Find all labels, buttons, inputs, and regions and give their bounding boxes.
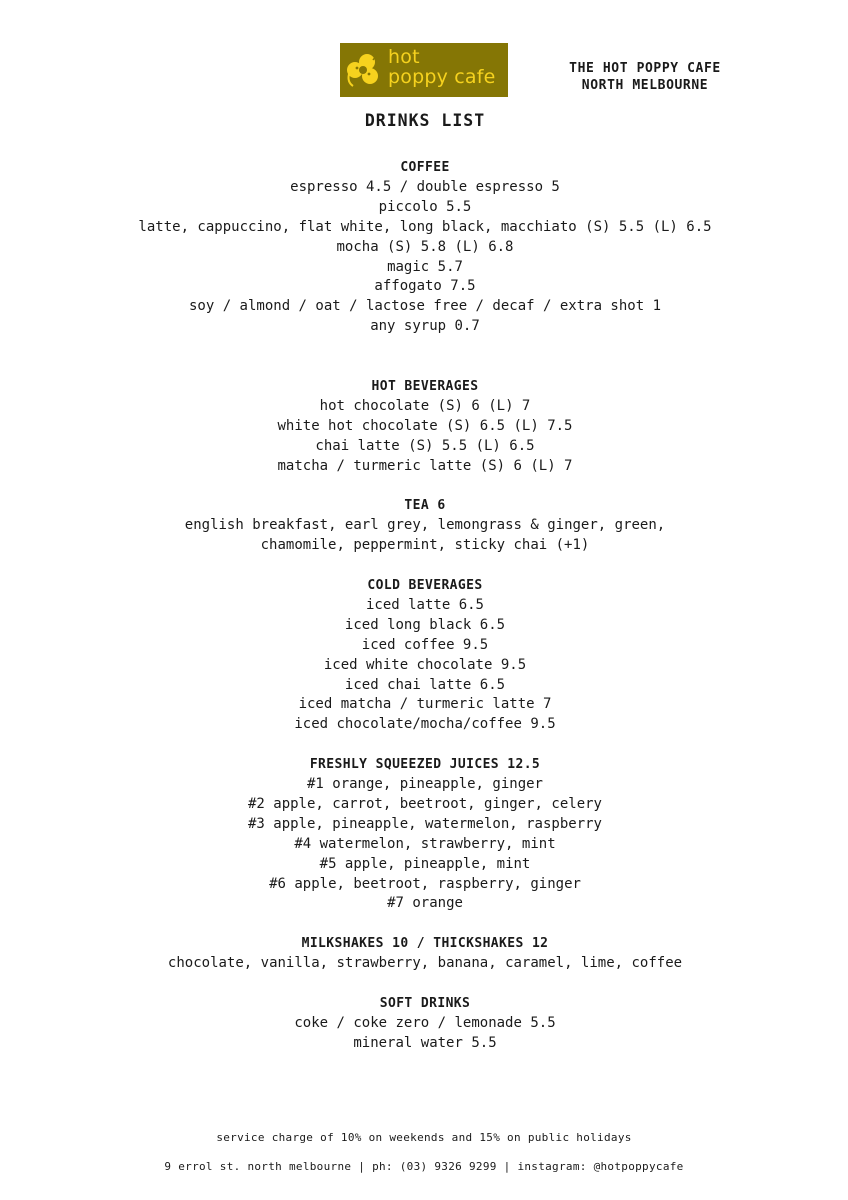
section-spacer (0, 337, 848, 377)
menu-item: soy / almond / oat / lactose free / decaf / extra shot 1 (188, 298, 661, 315)
section-heading: FRESHLY SQUEEZED JUICES 12.5 (309, 757, 541, 773)
menu-item: iced matcha / turmeric latte 7 (298, 696, 552, 713)
logo-line-2: poppy cafe (388, 66, 496, 88)
menu-item: affogato 7.5 (374, 278, 476, 295)
section-shakes (0, 934, 848, 974)
section-soft-drinks (0, 994, 848, 1054)
menu-item: #7 orange (387, 895, 463, 912)
menu-item: coke / coke zero / lemonade 5.5 (294, 1014, 556, 1031)
menu-item: matcha / turmeric latte (S) 6 (L) 7 (277, 457, 573, 474)
menu-item: #5 apple, pineapple, mint (319, 855, 531, 872)
section-heading: COFFEE (400, 160, 450, 175)
menu-item: chocolate, vanilla, strawberry, banana, caramel, lime, coffee (167, 955, 683, 972)
section-heading: MILKSHAKES 10 / THICKSHAKES 12 (301, 936, 549, 952)
menu-item: magic 5.7 (387, 258, 463, 275)
menu-item: mineral water 5.5 (353, 1034, 497, 1051)
page-title: DRINKS LIST (364, 111, 486, 130)
menu-item: english breakfast, earl grey, lemongrass & ginger, green, (184, 517, 666, 534)
menu-item: mocha (S) 5.8 (L) 6.8 (336, 238, 514, 255)
menu-item: #4 watermelon, strawberry, mint (294, 835, 556, 852)
section-coffee (0, 158, 848, 337)
menu-item: iced latte 6.5 (365, 596, 484, 613)
section-spacer (0, 974, 848, 994)
menu-item: hot chocolate (S) 6 (L) 7 (319, 397, 531, 414)
section-hot-beverages (0, 377, 848, 477)
section-heading: TEA 6 (404, 498, 446, 514)
cafe-name-header (540, 60, 750, 94)
menu-item: iced long black 6.5 (344, 616, 506, 633)
menu-item: iced white chocolate 9.5 (323, 656, 527, 673)
section-cold-beverages (0, 576, 848, 735)
section-spacer (0, 556, 848, 576)
section-spacer (0, 735, 848, 755)
menu-item: latte, cappuccino, flat white, long black, macchiato (S) 5.5 (L) 6.5 (138, 218, 712, 235)
contact-footer: 9 errol st. north melbourne | ph: (03) 9326 9299 | instagram: @hotpoppycafe (164, 1160, 684, 1173)
menu-item: iced chai latte 6.5 (344, 676, 506, 693)
menu-item: #2 apple, carrot, beetroot, ginger, celery (247, 795, 602, 812)
menu-item: piccolo 5.5 (378, 198, 472, 215)
menu-item: iced chocolate/mocha/coffee 9.5 (294, 716, 556, 733)
cafe-name-line-1: THE HOT POPPY CAFE (569, 61, 721, 76)
menu-item: espresso 4.5 / double espresso 5 (290, 178, 560, 195)
menu-item: chai latte (S) 5.5 (L) 6.5 (315, 437, 535, 454)
poppy-flower-icon (343, 50, 385, 90)
menu-item: #1 orange, pineapple, ginger (306, 776, 543, 793)
menu-item: #3 apple, pineapple, watermelon, raspberry (247, 815, 602, 832)
section-heading: COLD BEVERAGES (367, 577, 483, 593)
menu-item: chamomile, peppermint, sticky chai (+1) (260, 537, 590, 554)
service-charge-note: service charge of 10% on weekends and 15% on public holidays (216, 1131, 632, 1144)
menu-item: any syrup 0.7 (370, 318, 480, 335)
cafe-logo (340, 43, 508, 97)
logo-wordmark (388, 47, 496, 87)
section-heading: HOT BEVERAGES (371, 378, 479, 394)
logo-line-1: hot (388, 46, 420, 68)
section-juices (0, 755, 848, 914)
section-heading: SOFT DRINKS (379, 995, 471, 1011)
menu-item: iced coffee 9.5 (361, 636, 489, 653)
cafe-name-line-2: NORTH MELBOURNE (581, 78, 709, 93)
menu-item: #6 apple, beetroot, raspberry, ginger (269, 875, 581, 892)
drinks-menu (0, 158, 848, 1054)
section-tea (0, 496, 848, 556)
section-spacer (0, 914, 848, 934)
menu-item: white hot chocolate (S) 6.5 (L) 7.5 (277, 417, 573, 434)
section-spacer (0, 476, 848, 496)
